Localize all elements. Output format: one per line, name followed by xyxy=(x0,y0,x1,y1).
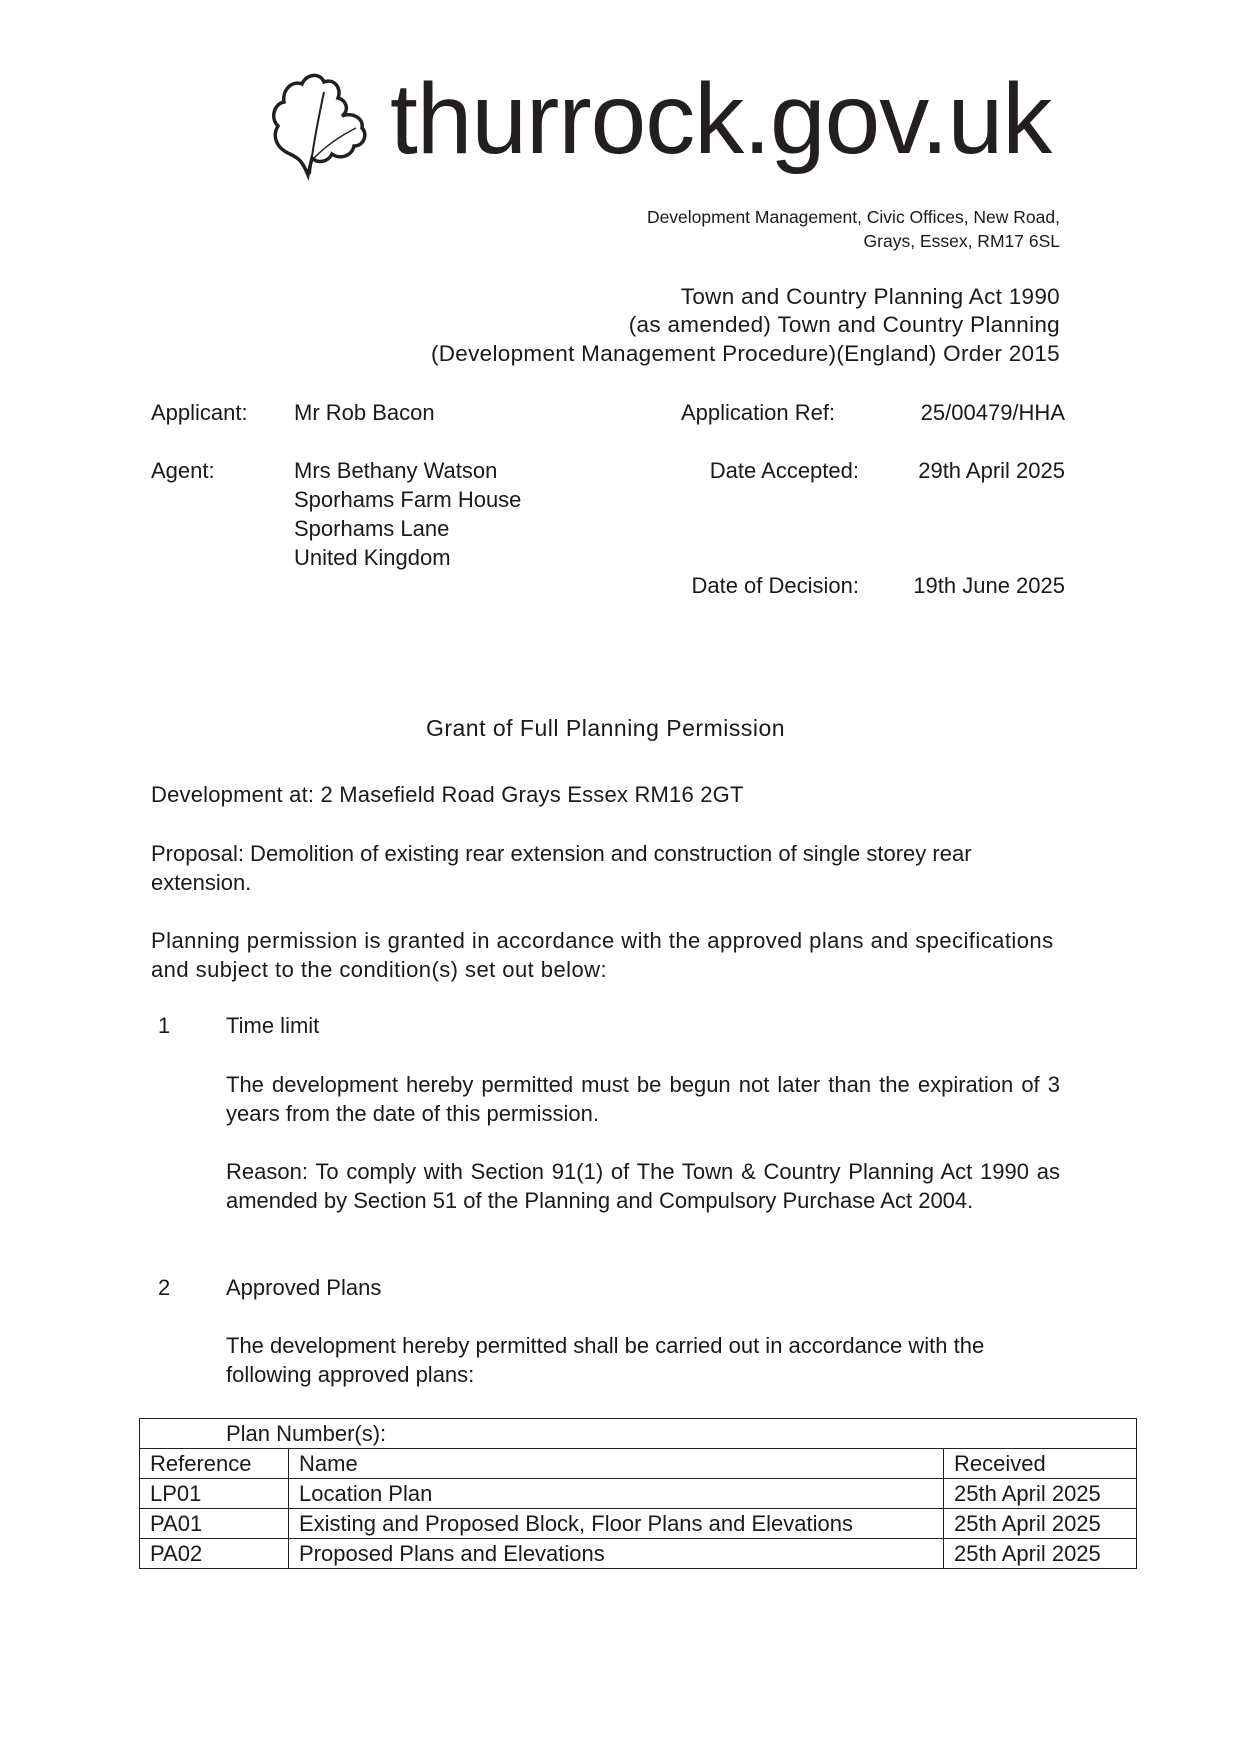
permission-statement: Planning permission is granted in accordance with the approved plans and specifications and subject to the condition(s) set out below: xyxy=(151,928,1054,982)
cell-reference: LP01 xyxy=(140,1479,289,1509)
act-line-1: Town and Country Planning Act 1990 xyxy=(680,284,1060,309)
cell-received: 25th April 2025 xyxy=(944,1539,1137,1569)
header-reference: Reference xyxy=(140,1449,289,1479)
table-header-row xyxy=(140,1449,1137,1479)
condition-reason: Reason: To comply with Section 91(1) of The Town & Country Planning Act 1990 as amended by Section 51 of the Planning and Compulsory Purchase Act 2004. xyxy=(226,1159,1060,1213)
ref-value: 25/00479/HHA xyxy=(920,400,1065,425)
applicant-label: Applicant: xyxy=(151,400,248,425)
cell-reference: PA02 xyxy=(140,1539,289,1569)
agent-label: Agent: xyxy=(151,458,215,483)
cell-received: 25th April 2025 xyxy=(944,1479,1137,1509)
cell-name: Existing and Proposed Block, Floor Plans and Elevations xyxy=(289,1509,944,1539)
address-line-1: Development Management, Civic Offices, New Road, xyxy=(646,207,1060,227)
cell-received: 25th April 2025 xyxy=(944,1509,1137,1539)
plans-table xyxy=(139,1418,1137,1569)
address-line-2: Grays, Essex, RM17 6SL xyxy=(863,231,1060,251)
act-line-2: (as amended) Town and Country Planning xyxy=(628,312,1060,337)
ref-label: Application Ref: xyxy=(681,400,836,425)
condition-title: Approved Plans xyxy=(226,1275,382,1300)
applicant-value: Mr Rob Bacon xyxy=(294,400,435,425)
plans-caption: Plan Number(s): xyxy=(140,1419,1137,1449)
thurrock-logo: thurrock.gov.uk xyxy=(268,70,1068,185)
condition-text: The development hereby permitted must be begun not later than the expiration of 3 years from the date of this permission. xyxy=(226,1072,1060,1126)
accepted-label: Date Accepted: xyxy=(709,458,859,483)
cell-reference: PA01 xyxy=(140,1509,289,1539)
proposal: Proposal: Demolition of existing rear extension and construction of single storey rear extension. xyxy=(151,841,972,895)
agent-line: Mrs Bethany Watson xyxy=(294,458,498,483)
development-address: Development at: 2 Masefield Road Grays Essex RM16 2GT xyxy=(151,782,744,807)
accepted-value: 29th April 2025 xyxy=(918,458,1065,483)
cell-name: Location Plan xyxy=(289,1479,944,1509)
condition-number: 1 xyxy=(158,1013,171,1038)
condition-number: 2 xyxy=(158,1275,171,1300)
header-name: Name xyxy=(289,1449,944,1479)
oak-leaf-icon xyxy=(268,70,378,185)
act-line-3: (Development Management Procedure)(England) Order 2015 xyxy=(430,341,1060,366)
decision-value: 19th June 2025 xyxy=(913,573,1065,598)
table-row xyxy=(140,1509,1137,1539)
header-received: Received xyxy=(944,1449,1137,1479)
agent-line: United Kingdom xyxy=(294,545,451,570)
condition-title: Time limit xyxy=(226,1013,320,1038)
condition-text: The development hereby permitted shall be carried out in accordance with the following approved plans: xyxy=(226,1333,985,1387)
table-row xyxy=(140,1539,1137,1569)
table-row xyxy=(140,1479,1137,1509)
agent-line: Sporhams Farm House xyxy=(294,487,522,512)
document-title: Grant of Full Planning Permission xyxy=(425,715,786,741)
decision-label: Date of Decision: xyxy=(691,573,859,598)
cell-name: Proposed Plans and Elevations xyxy=(289,1539,944,1569)
agent-line: Sporhams Lane xyxy=(294,516,450,541)
